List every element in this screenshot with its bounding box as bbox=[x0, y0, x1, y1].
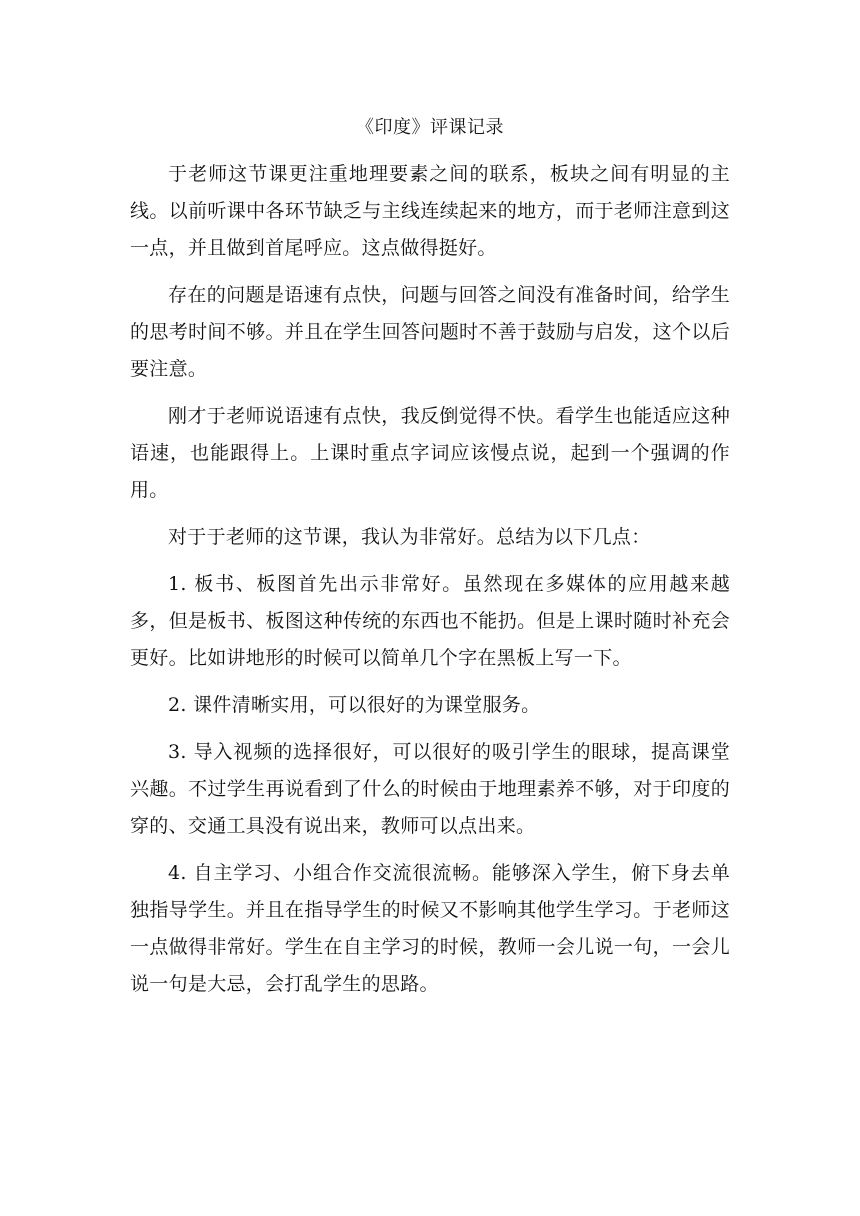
paragraph-point-4: 4. 自主学习、小组合作交流很流畅。能够深入学生，俯下身去单独指导学生。并且在指导学生的时候又不影响其他学生学习。于老师这一点做得非常好。学生在自主学习的时候，教师一会儿说一句，一会儿说一句是大忌，会打乱学生的思路。 bbox=[130, 862, 730, 995]
paragraph-point-2: 2. 课件清晰实用，可以很好的为课堂服务。 bbox=[168, 694, 541, 716]
paragraph-speech-speed: 刚才于老师说语速有点快，我反倒觉得不快。看学生也能适应这种语速，也能跟得上。上课时重点字词应该慢点说，起到一个强调的作用。 bbox=[130, 405, 730, 501]
paragraph-main-thread: 于老师这节课更注重地理要素之间的联系，板块之间有明显的主线。以前听课中各环节缺乏与主线连续起来的地方，而于老师注意到这一点，并且做到首尾呼应。这点做得挺好。 bbox=[130, 163, 730, 259]
document-title: 《印度》评课记录 bbox=[356, 117, 504, 138]
paragraph-point-1: 1. 板书、板图首先出示非常好。虽然现在多媒体的应用越来越多，但是板书、板图这种传统的东西也不能扔。但是上课时随时补充会更好。比如讲地形的时候可以简单几个字在黑板上写一下。 bbox=[130, 573, 730, 669]
paragraph-problems: 存在的问题是语速有点快，问题与回答之间没有准备时间，给学生的思考时间不够。并且在学生回答问题时不善于鼓励与启发，这个以后要注意。 bbox=[130, 284, 730, 380]
document-body bbox=[130, 156, 730, 1013]
paragraph-summary-intro: 对于于老师的这节课，我认为非常好。总结为以下几点： bbox=[168, 526, 651, 548]
paragraph-point-3: 3. 导入视频的选择很好，可以很好的吸引学生的眼球，提高课堂兴趣。不过学生再说看到了什么的时候由于地理素养不够，对于印度的穿的、交通工具没有说出来，教师可以点出来。 bbox=[130, 741, 730, 837]
